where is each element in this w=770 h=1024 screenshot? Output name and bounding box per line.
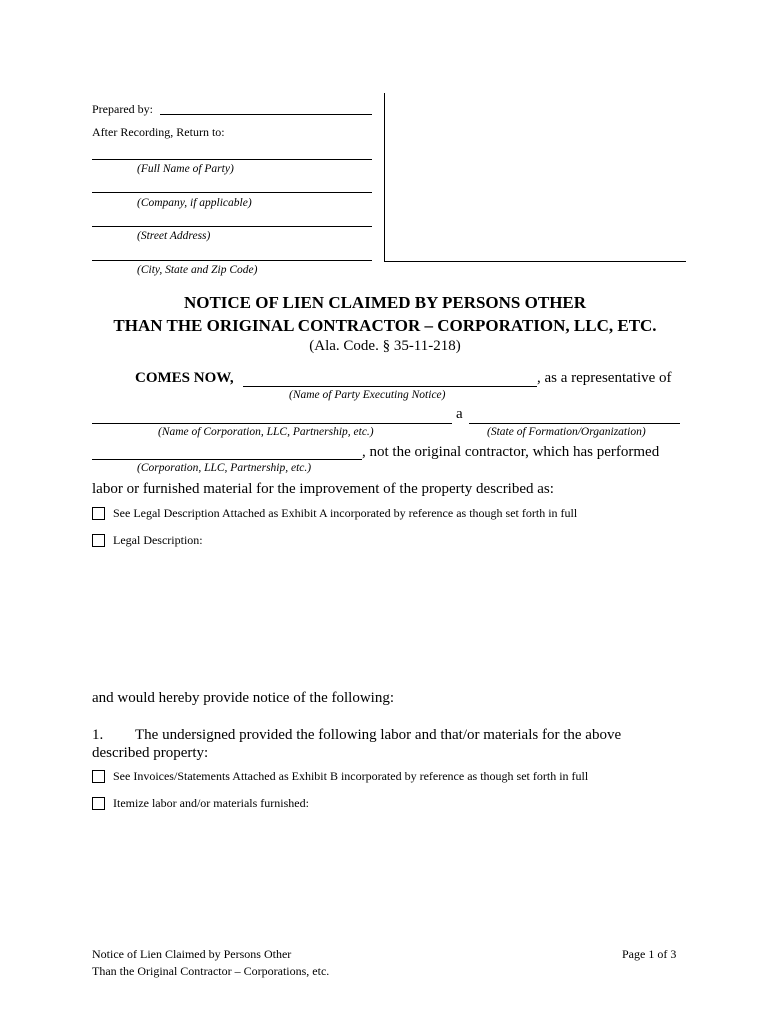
title-line1: NOTICE OF LIEN CLAIMED BY PERSONS OTHER xyxy=(183,293,587,312)
city-label: (City, State and Zip Code) xyxy=(137,264,258,276)
company-field[interactable] xyxy=(92,192,372,193)
corporation-name-label: (Name of Corporation, LLC, Partnership, etc.) xyxy=(158,426,374,438)
exhibit-b-label: See Invoices/Statements Attached as Exhibit B incorporated by reference as though set forth in full xyxy=(113,769,589,783)
exhibit-a-label: See Legal Description Attached as Exhibit A incorporated by reference as though set forth in full xyxy=(113,506,578,520)
page-number: Page 1 of 3 xyxy=(622,947,677,961)
exhibit-a-checkbox[interactable] xyxy=(92,507,105,520)
provide-notice-text: and would hereby provide notice of the following: xyxy=(92,690,395,706)
as-representative-text: , as a representative of xyxy=(537,370,672,386)
party-executing-label: (Name of Party Executing Notice) xyxy=(289,389,446,401)
citation: (Ala. Code. § 35-11-218) xyxy=(309,338,461,354)
full-name-label: (Full Name of Party) xyxy=(137,163,234,175)
item1-text-line2: described property: xyxy=(92,745,209,761)
itemize-label: Itemize labor and/or materials furnished: xyxy=(113,796,309,810)
title-line2: THAN THE ORIGINAL CONTRACTOR – CORPORATION, LLC, ETC. xyxy=(113,316,657,335)
city-field[interactable] xyxy=(92,260,372,261)
entity-type-field[interactable] xyxy=(92,459,362,460)
exhibit-b-checkbox[interactable] xyxy=(92,770,105,783)
comes-now-label: COMES NOW, xyxy=(135,370,234,386)
not-original-contractor-text: , not the original contractor, which has performed xyxy=(362,444,660,460)
recording-box-divider xyxy=(384,93,385,262)
state-formation-field[interactable] xyxy=(469,423,680,424)
entity-type-label: (Corporation, LLC, Partnership, etc.) xyxy=(137,462,312,474)
footer-line2: Than the Original Contractor – Corporations, etc. xyxy=(92,964,330,978)
company-label: (Company, if applicable) xyxy=(137,197,252,209)
footer-line1: Notice of Lien Claimed by Persons Other xyxy=(92,947,292,961)
prepared-by-label: Prepared by: xyxy=(92,102,153,116)
state-formation-label: (State of Formation/Organization) xyxy=(487,426,646,438)
street-label: (Street Address) xyxy=(137,230,211,242)
recording-box-bottom xyxy=(384,261,686,262)
item1-text-line1: The undersigned provided the following labor and that/or materials for the above xyxy=(135,727,622,743)
full-name-field[interactable] xyxy=(92,159,372,160)
party-executing-field[interactable] xyxy=(243,386,537,387)
legal-description-checkbox[interactable] xyxy=(92,534,105,547)
legal-description-label: Legal Description: xyxy=(113,533,203,547)
itemize-checkbox[interactable] xyxy=(92,797,105,810)
item1-number: 1. xyxy=(92,727,104,743)
labor-furnished-text: labor or furnished material for the improvement of the property described as: xyxy=(92,481,554,497)
street-field[interactable] xyxy=(92,226,372,227)
after-recording-label: After Recording, Return to: xyxy=(92,125,225,139)
prepared-by-field[interactable] xyxy=(160,114,372,115)
a-text: a xyxy=(456,406,463,422)
corporation-name-field[interactable] xyxy=(92,423,452,424)
